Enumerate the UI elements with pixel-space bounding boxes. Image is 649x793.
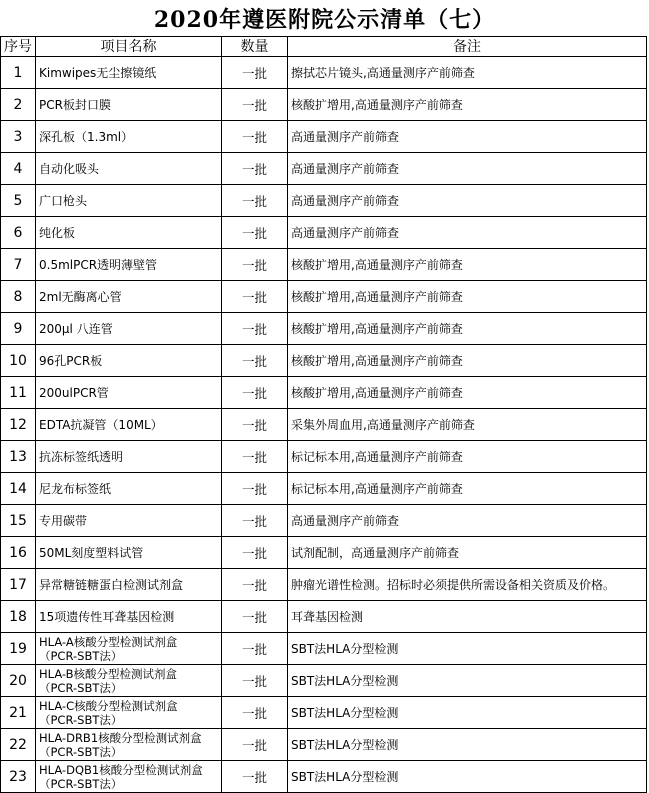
table-row <box>1 153 647 185</box>
item-name-cell <box>36 249 222 281</box>
table-row <box>1 537 647 569</box>
item-quantity: 一批 <box>222 281 288 313</box>
table-row <box>1 185 647 217</box>
item-quantity: 一批 <box>222 473 288 505</box>
row-number: 13 <box>1 441 36 473</box>
item-note: 擦拭芯片镜头,高通量测序产前筛查 <box>288 57 647 89</box>
table-row <box>1 601 647 633</box>
item-name: 自动化吸头 <box>39 162 100 176</box>
item-quantity: 一批 <box>222 409 288 441</box>
row-number: 17 <box>1 569 36 601</box>
row-number: 7 <box>1 249 36 281</box>
item-name-cell <box>36 409 222 441</box>
table-row <box>1 281 647 313</box>
item-note: 试剂配制，高通量测序产前筛查 <box>288 537 647 569</box>
item-name-cell <box>36 473 222 505</box>
table-row <box>1 761 647 793</box>
item-note: 核酸扩增用,高通量测序产前筛查 <box>288 313 647 345</box>
row-number: 21 <box>1 697 36 729</box>
item-note: 采集外周血用,高通量测序产前筛查 <box>288 409 647 441</box>
item-quantity: 一批 <box>222 697 288 729</box>
item-note: 标记标本用,高通量测序产前筛查 <box>288 473 647 505</box>
item-name-cell <box>36 537 222 569</box>
item-quantity: 一批 <box>222 569 288 601</box>
item-note: 标记标本用,高通量测序产前筛查 <box>288 441 647 473</box>
row-number: 19 <box>1 633 36 665</box>
item-quantity: 一批 <box>222 89 288 121</box>
item-quantity: 一批 <box>222 537 288 569</box>
table-row <box>1 409 647 441</box>
row-number: 8 <box>1 281 36 313</box>
item-name: PCR板封口膜 <box>39 98 111 112</box>
item-name: 抗冻标签纸透明 <box>39 450 124 464</box>
item-name: 广口枪头 <box>39 194 88 208</box>
item-note: SBT法HLA分型检测 <box>288 697 647 729</box>
item-quantity: 一批 <box>222 377 288 409</box>
item-name: 纯化板 <box>39 226 76 240</box>
header-name: 项目名称 <box>36 37 222 57</box>
item-note: 高通量测序产前筛查 <box>288 505 647 537</box>
item-note: 高通量测序产前筛查 <box>288 185 647 217</box>
item-name-cell <box>36 569 222 601</box>
header-note: 备注 <box>288 37 647 57</box>
item-quantity: 一批 <box>222 761 288 793</box>
list-table <box>0 36 647 793</box>
item-name-cell <box>36 153 222 185</box>
item-name-method: （PCR-SBT法） <box>39 744 123 759</box>
table-row <box>1 569 647 601</box>
item-name: 200ulPCR管 <box>39 386 109 400</box>
item-name-method: （PCR-SBT法） <box>39 648 123 663</box>
item-name-method: （PCR-SBT法） <box>39 712 123 727</box>
table-body <box>1 57 647 793</box>
item-name: HLA-DQB1核酸分型检测试剂盒 <box>39 762 203 777</box>
item-name-cell <box>36 89 222 121</box>
item-note: 核酸扩增用,高通量测序产前筛查 <box>288 281 647 313</box>
item-name-cell <box>36 345 222 377</box>
item-name-cell <box>36 761 222 793</box>
item-name: 异常糖链糖蛋白检测试剂盒 <box>39 578 184 592</box>
item-note: 肿瘤光谱性检测。招标时必须提供所需设备相关资质及价格。 <box>288 569 647 601</box>
table-row <box>1 121 647 153</box>
item-name: 深孔板（1.3ml） <box>39 130 134 144</box>
item-name-cell <box>36 729 222 761</box>
header-no: 序号 <box>1 37 36 57</box>
row-number: 14 <box>1 473 36 505</box>
table-row <box>1 665 647 697</box>
item-quantity: 一批 <box>222 441 288 473</box>
item-note: 核酸扩增用,高通量测序产前筛查 <box>288 377 647 409</box>
item-name-cell <box>36 601 222 633</box>
item-quantity: 一批 <box>222 505 288 537</box>
row-number: 5 <box>1 185 36 217</box>
item-note: 高通量测序产前筛查 <box>288 121 647 153</box>
item-quantity: 一批 <box>222 633 288 665</box>
table-row <box>1 441 647 473</box>
item-name: HLA-A核酸分型检测试剂盒 <box>39 634 178 649</box>
table-row <box>1 249 647 281</box>
item-quantity: 一批 <box>222 217 288 249</box>
item-name: 50ML刻度塑料试管 <box>39 546 144 560</box>
row-number: 3 <box>1 121 36 153</box>
row-number: 2 <box>1 89 36 121</box>
header-qty: 数量 <box>222 37 288 57</box>
item-name-cell <box>36 281 222 313</box>
item-note: 核酸扩增用,高通量测序产前筛查 <box>288 345 647 377</box>
row-number: 16 <box>1 537 36 569</box>
table-row <box>1 217 647 249</box>
table-row <box>1 57 647 89</box>
item-name: 96孔PCR板 <box>39 354 103 368</box>
item-note: SBT法HLA分型检测 <box>288 665 647 697</box>
item-name: HLA-C核酸分型检测试剂盒 <box>39 698 178 713</box>
item-quantity: 一批 <box>222 665 288 697</box>
item-quantity: 一批 <box>222 121 288 153</box>
item-name-cell <box>36 121 222 153</box>
item-quantity: 一批 <box>222 345 288 377</box>
item-note: 高通量测序产前筛查 <box>288 217 647 249</box>
item-name-cell <box>36 441 222 473</box>
table-header-row <box>1 37 647 57</box>
item-quantity: 一批 <box>222 729 288 761</box>
item-quantity: 一批 <box>222 313 288 345</box>
table-row <box>1 313 647 345</box>
item-name-method: （PCR-SBT法） <box>39 680 123 695</box>
table-row <box>1 729 647 761</box>
item-name: 2ml无酶离心管 <box>39 290 122 304</box>
item-quantity: 一批 <box>222 249 288 281</box>
row-number: 1 <box>1 57 36 89</box>
table-row <box>1 697 647 729</box>
row-number: 20 <box>1 665 36 697</box>
row-number: 9 <box>1 313 36 345</box>
page-title: 2020年遵医附院公示清单（七） <box>153 7 496 33</box>
item-name: 200μl 八连管 <box>39 322 113 336</box>
item-name-cell <box>36 185 222 217</box>
item-name-cell <box>36 665 222 697</box>
row-number: 12 <box>1 409 36 441</box>
item-name: 专用碳带 <box>39 514 88 528</box>
item-name: EDTA抗凝管（10ML） <box>39 418 163 432</box>
row-number: 10 <box>1 345 36 377</box>
item-name: Kimwipes无尘擦镜纸 <box>39 66 157 80</box>
item-note: 耳聋基因检测 <box>288 601 647 633</box>
item-note: 核酸扩增用,高通量测序产前筛查 <box>288 89 647 121</box>
item-name-cell <box>36 697 222 729</box>
item-name-cell <box>36 57 222 89</box>
row-number: 6 <box>1 217 36 249</box>
item-note: SBT法HLA分型检测 <box>288 729 647 761</box>
row-number: 18 <box>1 601 36 633</box>
item-name-cell <box>36 313 222 345</box>
item-name-cell <box>36 377 222 409</box>
row-number: 11 <box>1 377 36 409</box>
table-row <box>1 633 647 665</box>
item-quantity: 一批 <box>222 153 288 185</box>
row-number: 22 <box>1 729 36 761</box>
item-name: 0.5mlPCR透明薄壁管 <box>39 258 158 272</box>
item-note: 核酸扩增用,高通量测序产前筛查 <box>288 249 647 281</box>
item-name-cell <box>36 217 222 249</box>
row-number: 23 <box>1 761 36 793</box>
item-note: SBT法HLA分型检测 <box>288 633 647 665</box>
item-name-cell <box>36 505 222 537</box>
table-row <box>1 377 647 409</box>
item-name: HLA-DRB1核酸分型检测试剂盒 <box>39 730 202 745</box>
item-note: SBT法HLA分型检测 <box>288 761 647 793</box>
item-name: 15项遗传性耳聋基因检测 <box>39 610 175 624</box>
table-row <box>1 89 647 121</box>
table-row <box>1 473 647 505</box>
row-number: 4 <box>1 153 36 185</box>
item-quantity: 一批 <box>222 185 288 217</box>
row-number: 15 <box>1 505 36 537</box>
table-row <box>1 505 647 537</box>
item-name-method: （PCR-SBT法） <box>39 776 123 791</box>
item-name: 尼龙布标签纸 <box>39 482 112 496</box>
table-row <box>1 345 647 377</box>
item-quantity: 一批 <box>222 57 288 89</box>
item-note: 高通量测序产前筛查 <box>288 153 647 185</box>
item-name: HLA-B核酸分型检测试剂盒 <box>39 666 178 681</box>
item-quantity: 一批 <box>222 601 288 633</box>
item-name-cell <box>36 633 222 665</box>
